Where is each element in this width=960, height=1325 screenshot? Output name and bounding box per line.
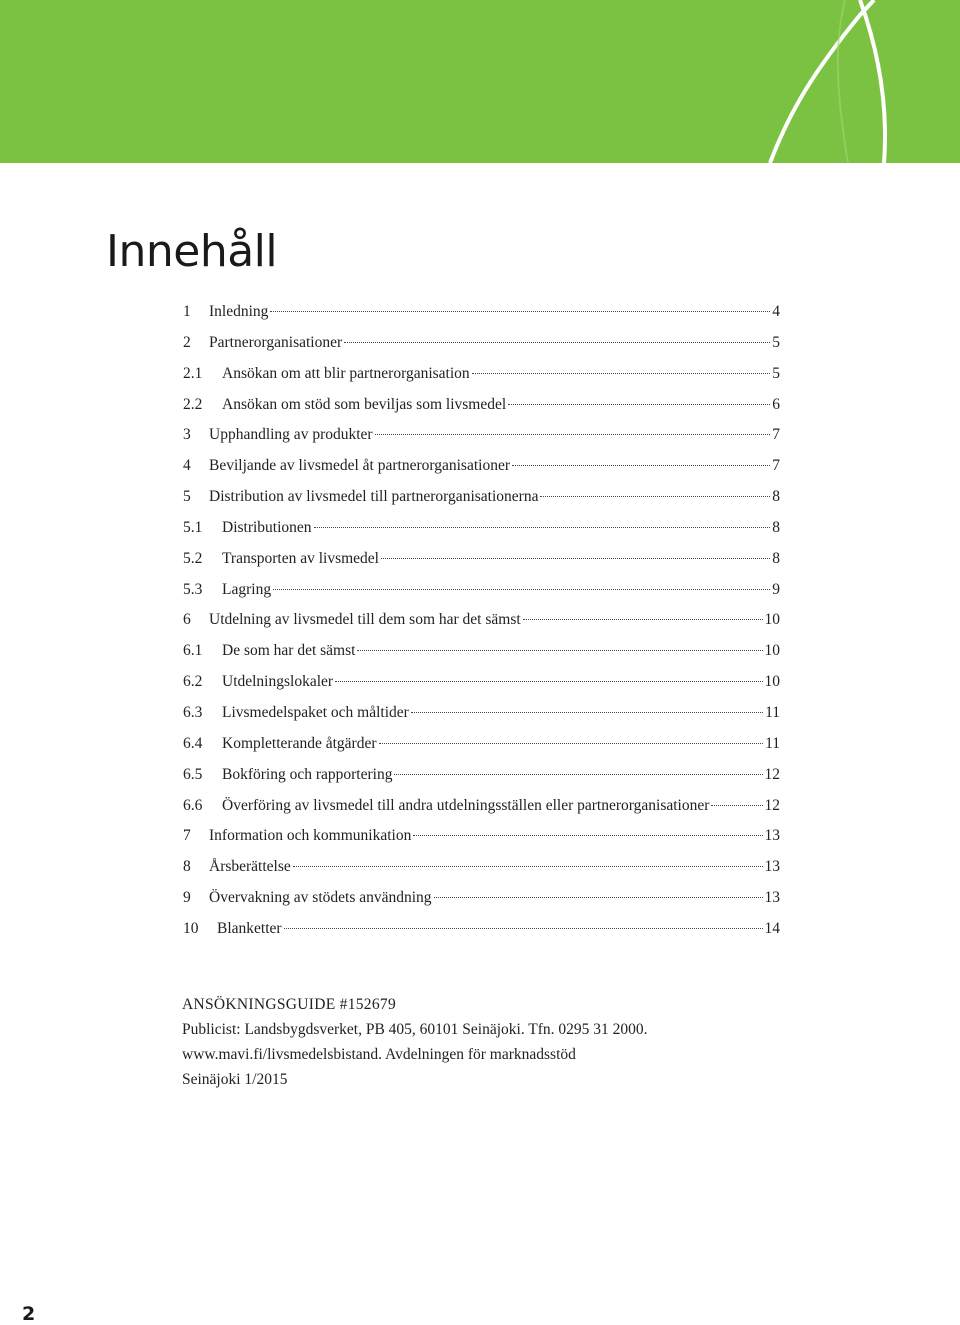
toc-entry[interactable] — [183, 884, 780, 915]
toc-entry[interactable] — [183, 699, 780, 730]
toc-entry-number: 2.1 — [183, 364, 203, 382]
toc-entry-page: 8 — [772, 488, 780, 506]
toc-leader-dots — [379, 743, 764, 744]
toc-entry-number: 6.4 — [183, 734, 203, 752]
toc-entry-number: 4 — [183, 457, 191, 475]
toc-entry-number: 2 — [183, 333, 191, 351]
toc-entry[interactable] — [183, 483, 780, 514]
toc-entry-page: 12 — [764, 796, 780, 814]
toc-entry-number: 6 — [183, 611, 191, 629]
toc-entry-number: 5.3 — [183, 580, 203, 598]
toc-entry[interactable] — [183, 606, 780, 637]
toc-entry-title: Beviljande av livsmedel åt partnerorganisationer — [209, 457, 511, 475]
leaf-outline-icon — [0, 0, 960, 163]
toc-entry-title: Information och kommunikation — [209, 827, 412, 845]
toc-entry[interactable] — [183, 761, 780, 792]
toc-entry[interactable] — [183, 545, 780, 576]
toc-entry-number: 5.2 — [183, 549, 203, 567]
toc-entry-number: 10 — [183, 919, 199, 937]
toc-entry[interactable] — [183, 360, 780, 391]
toc-entry-title: Årsberättelse — [209, 858, 291, 876]
toc-entry-title: Bokföring och rapportering — [222, 765, 393, 783]
toc-entry-number: 6.6 — [183, 796, 203, 814]
page-number: 2 — [22, 1303, 36, 1325]
toc-entry[interactable] — [183, 822, 780, 853]
toc-entry-page: 13 — [764, 889, 780, 907]
toc-leader-dots — [344, 342, 770, 343]
toc-entry-number: 7 — [183, 827, 191, 845]
edition-line: Seinäjoki 1/2015 — [182, 1071, 288, 1088]
toc-entry[interactable] — [183, 452, 780, 483]
toc-leader-dots — [394, 774, 762, 775]
toc-entry[interactable] — [183, 391, 780, 422]
toc-entry-page: 6 — [772, 395, 780, 413]
toc-leader-dots — [375, 434, 771, 435]
toc-entry-number: 2.2 — [183, 395, 203, 413]
toc-leader-dots — [314, 527, 771, 528]
toc-leader-dots — [523, 619, 763, 620]
toc-entry-title: Ansökan om att blir partnerorganisation — [222, 364, 470, 382]
toc-entry-number: 5.1 — [183, 518, 203, 536]
toc-entry[interactable] — [183, 576, 780, 607]
toc-entry-number: 1 — [183, 303, 191, 320]
toc-entry-page: 13 — [764, 827, 780, 845]
toc-entry-page: 7 — [772, 426, 780, 444]
toc-entry-title: Livsmedelspaket och måltider — [222, 703, 409, 721]
toc-entry-title: Utdelningslokaler — [222, 673, 334, 691]
toc-entry-title: Partnerorganisationer — [209, 333, 343, 351]
guide-heading: ANSÖKNINGSGUIDE #152679 — [182, 996, 396, 1013]
website-line: www.mavi.fi/livsmedelsbistand. Avdelningen för marknadsstöd — [182, 1046, 576, 1063]
toc-entry-page: 10 — [764, 642, 780, 660]
toc-entry-page: 4 — [772, 303, 780, 320]
toc-leader-dots — [284, 928, 763, 929]
toc-entry-title: Lagring — [222, 580, 272, 598]
toc-entry-title: Utdelning av livsmedel till dem som har det sämst — [209, 611, 521, 629]
table-of-contents — [183, 298, 780, 946]
toc-entry-page: 5 — [772, 364, 780, 382]
toc-entry-page: 9 — [772, 580, 780, 598]
toc-entry-page: 13 — [764, 858, 780, 876]
toc-entry-page: 11 — [765, 734, 780, 752]
toc-entry-title: Distribution av livsmedel till partnerorganisationerna — [209, 488, 539, 506]
toc-entry-number: 3 — [183, 426, 191, 444]
toc-entry-page: 8 — [772, 549, 780, 567]
toc-entry[interactable] — [183, 514, 780, 545]
toc-entry-title: Kompletterande åtgärder — [222, 734, 377, 752]
toc-entry-number: 5 — [183, 488, 191, 506]
toc-entry[interactable] — [183, 298, 780, 329]
toc-entry[interactable] — [183, 730, 780, 761]
toc-leader-dots — [413, 835, 762, 836]
toc-entry[interactable] — [183, 637, 780, 668]
toc-entry-title: Ansökan om stöd som beviljas som livsmedel — [222, 395, 507, 413]
toc-entry-page: 10 — [764, 673, 780, 691]
toc-leader-dots — [508, 404, 770, 405]
toc-leader-dots — [434, 897, 763, 898]
toc-entry-title: Överföring av livsmedel till andra utdelningsställen eller partnerorganisationer — [222, 796, 710, 814]
toc-leader-dots — [381, 558, 770, 559]
toc-entry-number: 6.3 — [183, 703, 203, 721]
toc-entry-title: Transporten av livsmedel — [222, 549, 379, 567]
toc-leader-dots — [293, 866, 763, 867]
toc-entry-page: 7 — [772, 457, 780, 475]
toc-entry-page: 14 — [764, 919, 780, 937]
header-band — [0, 0, 960, 163]
toc-entry-title: Inledning — [209, 303, 269, 320]
toc-leader-dots — [540, 496, 770, 497]
toc-leader-dots — [270, 311, 770, 312]
toc-entry[interactable] — [183, 915, 780, 946]
toc-entry-number: 8 — [183, 858, 191, 876]
toc-entry-number: 6.5 — [183, 765, 203, 783]
toc-entry-title: Distributionen — [222, 518, 312, 536]
toc-entry-page: 8 — [772, 518, 780, 536]
toc-leader-dots — [472, 373, 771, 374]
publication-info — [182, 992, 648, 1092]
toc-entry-number: 9 — [183, 889, 191, 907]
toc-leader-dots — [357, 650, 762, 651]
toc-entry[interactable] — [183, 668, 780, 699]
toc-entry-page: 12 — [764, 765, 780, 783]
toc-entry-number: 6.2 — [183, 673, 203, 691]
page-title: Innehåll — [106, 226, 278, 277]
toc-leader-dots — [411, 712, 763, 713]
publisher-line: Publicist: Landsbygdsverket, PB 405, 60101 Seinäjoki. Tfn. 0295 31 2000. — [182, 1021, 648, 1038]
toc-entry-page: 10 — [764, 611, 780, 629]
toc-entry-title: Blanketter — [217, 919, 282, 937]
toc-entry[interactable] — [183, 329, 780, 360]
toc-entry-page: 11 — [765, 703, 780, 721]
toc-leader-dots — [273, 589, 770, 590]
toc-leader-dots — [335, 681, 762, 682]
toc-entry[interactable] — [183, 792, 780, 823]
toc-leader-dots — [512, 465, 770, 466]
toc-leader-dots — [711, 805, 762, 806]
toc-entry[interactable] — [183, 853, 780, 884]
toc-entry-title: Upphandling av produkter — [209, 426, 373, 444]
toc-entry[interactable] — [183, 421, 780, 452]
toc-entry-page: 5 — [772, 333, 780, 351]
toc-entry-title: De som har det sämst — [222, 642, 356, 660]
toc-entry-title: Övervakning av stödets användning — [209, 889, 432, 907]
toc-entry-number: 6.1 — [183, 642, 203, 660]
